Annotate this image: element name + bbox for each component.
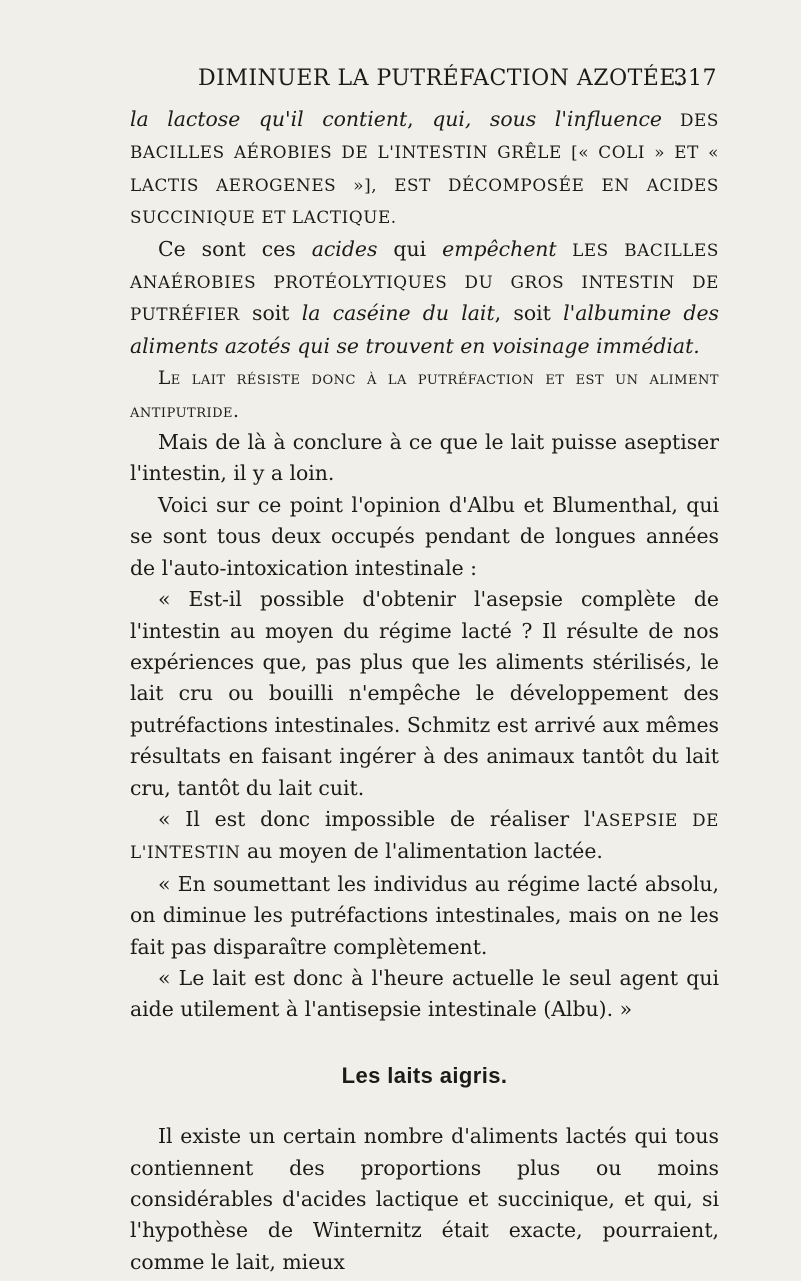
emphasis-empechent: empêchent: [442, 236, 557, 261]
text-run: au moyen de l'alimentation lactée.: [240, 839, 603, 864]
paragraph-lactose: [130, 104, 719, 234]
running-head: [198, 66, 717, 91]
text-run: , soit: [494, 301, 564, 326]
section-heading: Les laits aigris.: [341, 1062, 508, 1088]
emphasis-caseine: la caséine du lait: [301, 301, 495, 326]
page-number: 317: [673, 66, 717, 91]
emphasis-lactose: la lactose qu'il contient: [130, 107, 408, 131]
emphasis-influence: qui, sous l'influence: [432, 107, 663, 131]
text-run: ,: [407, 107, 433, 131]
paragraph-albu-blumenthal: Voici sur ce point l'opinion d'Albu et Blumenthal, qui se sont tous deux occupés pendant de longues années de l'auto-intoxication intestinale :: [130, 492, 719, 580]
paragraph-lait-resiste: [130, 362, 719, 427]
paragraph-laits-aigris: Il existe un certain nombre d'aliments lactés qui tous contiennent des proportions plus ou moins considérables d'acides lactique et succinique, et qui, si l'hypothèse de Winternitz était exacte, pourraient, comme le lait, mieux: [130, 1124, 719, 1274]
paragraph-acides: [130, 234, 719, 363]
emphasis-acides: acides: [311, 236, 378, 261]
text-run: « Il est donc impossible de réaliser l': [158, 806, 597, 831]
paragraph-impossible: [130, 804, 719, 869]
paragraph-antisepsie: « Le lait est donc à l'heure actuelle le seul agent qui aide utilement à l'antisepsie intestinale (Albu). »: [130, 965, 719, 1022]
paragraph-regime-lacte: « En soumettant les individus au régime lacté absolu, on diminue les putréfactions intestinales, mais on ne les fait pas disparaître complètement.: [130, 871, 719, 959]
text-run: Ce sont ces: [158, 236, 312, 261]
text-run: soit: [239, 301, 302, 326]
paragraph-conclure: Mais de là à conclure à ce que le lait puisse aseptiser l'intestin, il y a loin.: [130, 430, 719, 486]
smallcaps-lait-resiste: Le lait résiste donc à la putréfaction et est un aliment antiputride.: [130, 368, 719, 422]
emphasis-albumine: l'albumine des aliments azotés qui se trouvent en voisinage immédiat.: [130, 301, 720, 358]
text-run: qui: [377, 236, 443, 261]
smallcaps-asepsie: ASEPSIE DE L'INTESTIN: [130, 809, 719, 863]
smallcaps-bacilles-anaerobies: LES BACILLES ANAÉROBIES PROTÉOLYTIQUES DU GROS INTESTIN DE PUTRÉFIER: [130, 239, 719, 325]
running-title: DIMINUER LA PUTRÉFACTION AZOTÉE.: [198, 66, 684, 91]
smallcaps-bacilles-aerobies: DES BACILLES AÉROBIES DE L'INTESTIN GRÊLE [« COLI » ET « LACTIS AEROGENES »], EST DÉCOMPOSÉE EN ACIDES SUCCINIQUE ET LACTIQUE.: [130, 110, 720, 228]
body-text: [130, 104, 719, 1278]
paragraph-asepsie-question: « Est-il possible d'obtenir l'asepsie complète de l'intestin au moyen du régime lacté ? Il résulte de nos expériences que, pas plus que les aliments stérilisés, le lait cru ou bouilli n'empêche le développement des putréfactions intestinales. Schmitz est arrivé aux mêmes résultats en faisant ingérer à des animaux tantôt du lait cru, tantôt du lait cuit.: [130, 587, 719, 800]
